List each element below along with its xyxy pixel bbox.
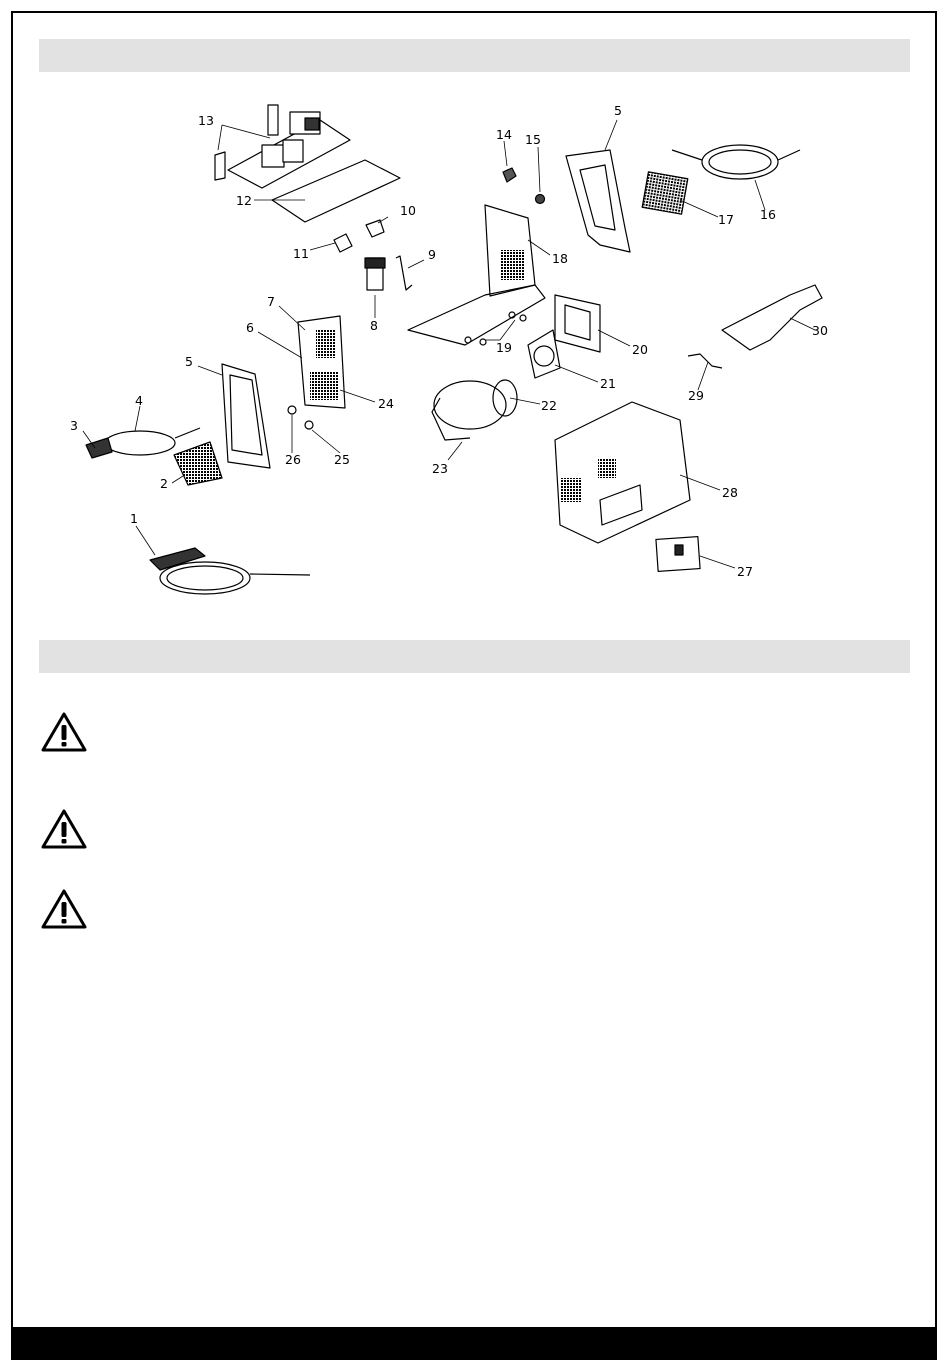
part-label: 14 — [496, 127, 512, 142]
part-22-compressor — [432, 380, 517, 440]
part-label: 3 — [70, 418, 78, 433]
part-5-front-frame-left — [222, 364, 270, 468]
warning-triangle-icon — [40, 888, 88, 930]
part-label: 21 — [600, 376, 616, 391]
part-label: 7 — [267, 294, 275, 309]
part-label: 8 — [370, 318, 378, 333]
part-9-bracket — [396, 256, 412, 290]
part-label: 23 — [432, 461, 448, 476]
footer-bar — [11, 1327, 937, 1360]
warning-triangle-icon — [40, 808, 88, 850]
part-16-power-cable — [672, 145, 800, 179]
part-label: 26 — [285, 452, 301, 467]
part-1-plasma-torch — [150, 548, 310, 594]
part-8-filter — [365, 258, 385, 290]
part-label: 25 — [334, 452, 350, 467]
part-25-ring — [305, 421, 313, 429]
part-26-connector — [288, 406, 296, 414]
part-label: 27 — [737, 564, 753, 579]
part-label: 15 — [525, 132, 541, 147]
part-label: 19 — [496, 340, 512, 355]
part-label: 12 — [236, 193, 252, 208]
part-30-handle — [722, 285, 822, 350]
part-11-clamp — [334, 234, 352, 252]
part-10-clamp — [366, 220, 384, 237]
part-label: 18 — [552, 251, 568, 266]
part-5-front-frame-top — [566, 150, 630, 252]
part-29-clip — [688, 354, 722, 368]
part-2-front-grill — [174, 442, 222, 485]
part-label: 28 — [722, 485, 738, 500]
warning-triangle-icon — [40, 711, 88, 753]
part-label: 5 — [185, 354, 193, 369]
part-label: 24 — [378, 396, 394, 411]
part-label: 20 — [632, 342, 648, 357]
part-label: 16 — [760, 207, 776, 222]
part-label: 17 — [718, 212, 734, 227]
part-label: 22 — [541, 398, 557, 413]
part-17-grill — [642, 172, 688, 214]
part-label: 10 — [400, 203, 416, 218]
part-18-chassis-base — [408, 205, 545, 345]
part-label: 13 — [198, 113, 214, 128]
part-12-mounting-plate — [272, 160, 400, 222]
part-label: 9 — [428, 247, 436, 262]
part-14-switch — [503, 168, 516, 182]
part-15-knob — [536, 195, 545, 204]
section-header-band-middle — [39, 640, 910, 673]
exploded-parts-diagram — [0, 0, 950, 640]
leader-lines — [83, 120, 815, 568]
part-label: 2 — [160, 476, 168, 491]
part-label: 4 — [135, 393, 143, 408]
part-label: 5 — [614, 103, 622, 118]
part-label: 11 — [293, 246, 309, 261]
part-20-fan-frame — [555, 295, 600, 352]
part-label: 29 — [688, 388, 704, 403]
part-label: 1 — [130, 511, 138, 526]
part-27-switch-panel — [656, 537, 700, 572]
part-label: 30 — [812, 323, 828, 338]
part-28-housing-cover — [555, 402, 690, 543]
part-label: 6 — [246, 320, 254, 335]
